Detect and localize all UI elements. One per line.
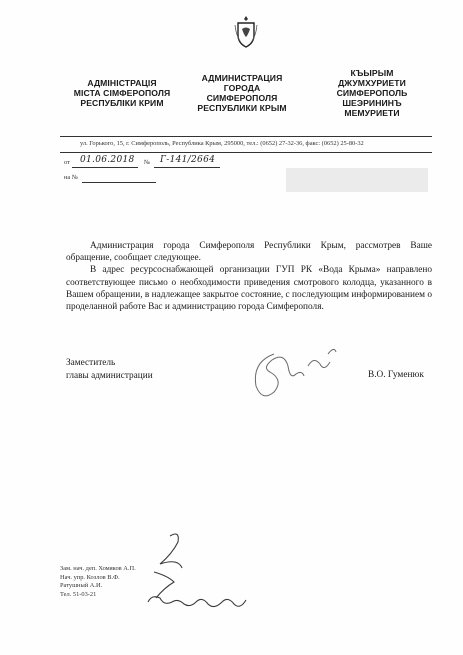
body-paragraph: В адрес ресурсоснабжающей организации ГУП РК «Вода Крыма» направлено соответствующее письмо о необходимости приведения смотрового колодца, указанного в Вашем обращении, в надлежащее закрытое состояние, с последующим информированием о проделанной работе Вас и администрацию города Симферополя. [66, 265, 432, 313]
handwritten-initials [130, 528, 256, 620]
header-line: ГОРОДА [223, 83, 261, 93]
number-value: Г-141/2664 [160, 155, 216, 165]
header-line: КЪЫРЫМ [350, 68, 394, 78]
executor-line: Нач. упр. Козлов В.Ф. [60, 573, 120, 581]
signatory-position [66, 357, 153, 383]
body-paragraph: Администрация города Симферополя Республики Крым, рассмотрев Ваше обращение, сообщает следующее. [66, 241, 432, 264]
date-label: от [64, 159, 70, 166]
header-divider-bottom [60, 152, 432, 153]
header-divider-top [60, 136, 432, 137]
number-line [154, 167, 220, 168]
letter-body [66, 240, 432, 313]
header-line: ДЖУМХУРИЕТИ [338, 78, 406, 88]
handwritten-signature [244, 344, 344, 406]
header-line: МЕМУРИЕТИ [344, 108, 400, 118]
reference-label: на № [64, 174, 78, 181]
header-line: МІСТА СІМФЕРОПОЛЯ [73, 88, 171, 98]
crimea-coat-of-arms-icon [234, 15, 258, 49]
header-line: СИМФЕРОПОЛЬ [336, 88, 408, 98]
number-sign: № [144, 159, 151, 166]
header-line: АДМИНИСТРАЦИЯ [201, 73, 283, 83]
reference-line [82, 182, 156, 183]
header-line: РЕСПУБЛИКИ КРЫМ [197, 103, 287, 113]
redacted-recipient [286, 168, 428, 192]
header-line: СИМФЕРОПОЛЯ [206, 93, 278, 103]
signatory-position-line: Заместитель [66, 358, 116, 368]
organization-address: ул. Горького, 15, г. Симферополь, Республика Крым, 295000, тел.: (0652) 27-32-36, факс: (0652) 25-80-32 [80, 140, 364, 147]
header-line: АДМІНІСТРАЦІЯ [87, 78, 157, 88]
header-russian [188, 73, 296, 113]
header-ukrainian [62, 78, 182, 108]
executor-line: Тел. 51-03-21 [60, 590, 97, 598]
executor-line: Ратушный А.И. [60, 582, 103, 589]
header-crimean-tatar [316, 68, 428, 118]
header-line: ШЕЭРИНИНЪ [342, 98, 402, 108]
signatory-name: В.О. Гуменюк [368, 370, 424, 380]
header-line: РЕСПУБЛІКИ КРИМ [80, 98, 164, 108]
date-value: 01.06.2018 [80, 155, 135, 165]
executor-line: Зам. нач. деп. Хомяков А.П. [60, 565, 136, 572]
date-line [72, 167, 138, 168]
executor-info [60, 565, 136, 599]
signatory-position-line: главы администрации [66, 371, 153, 381]
